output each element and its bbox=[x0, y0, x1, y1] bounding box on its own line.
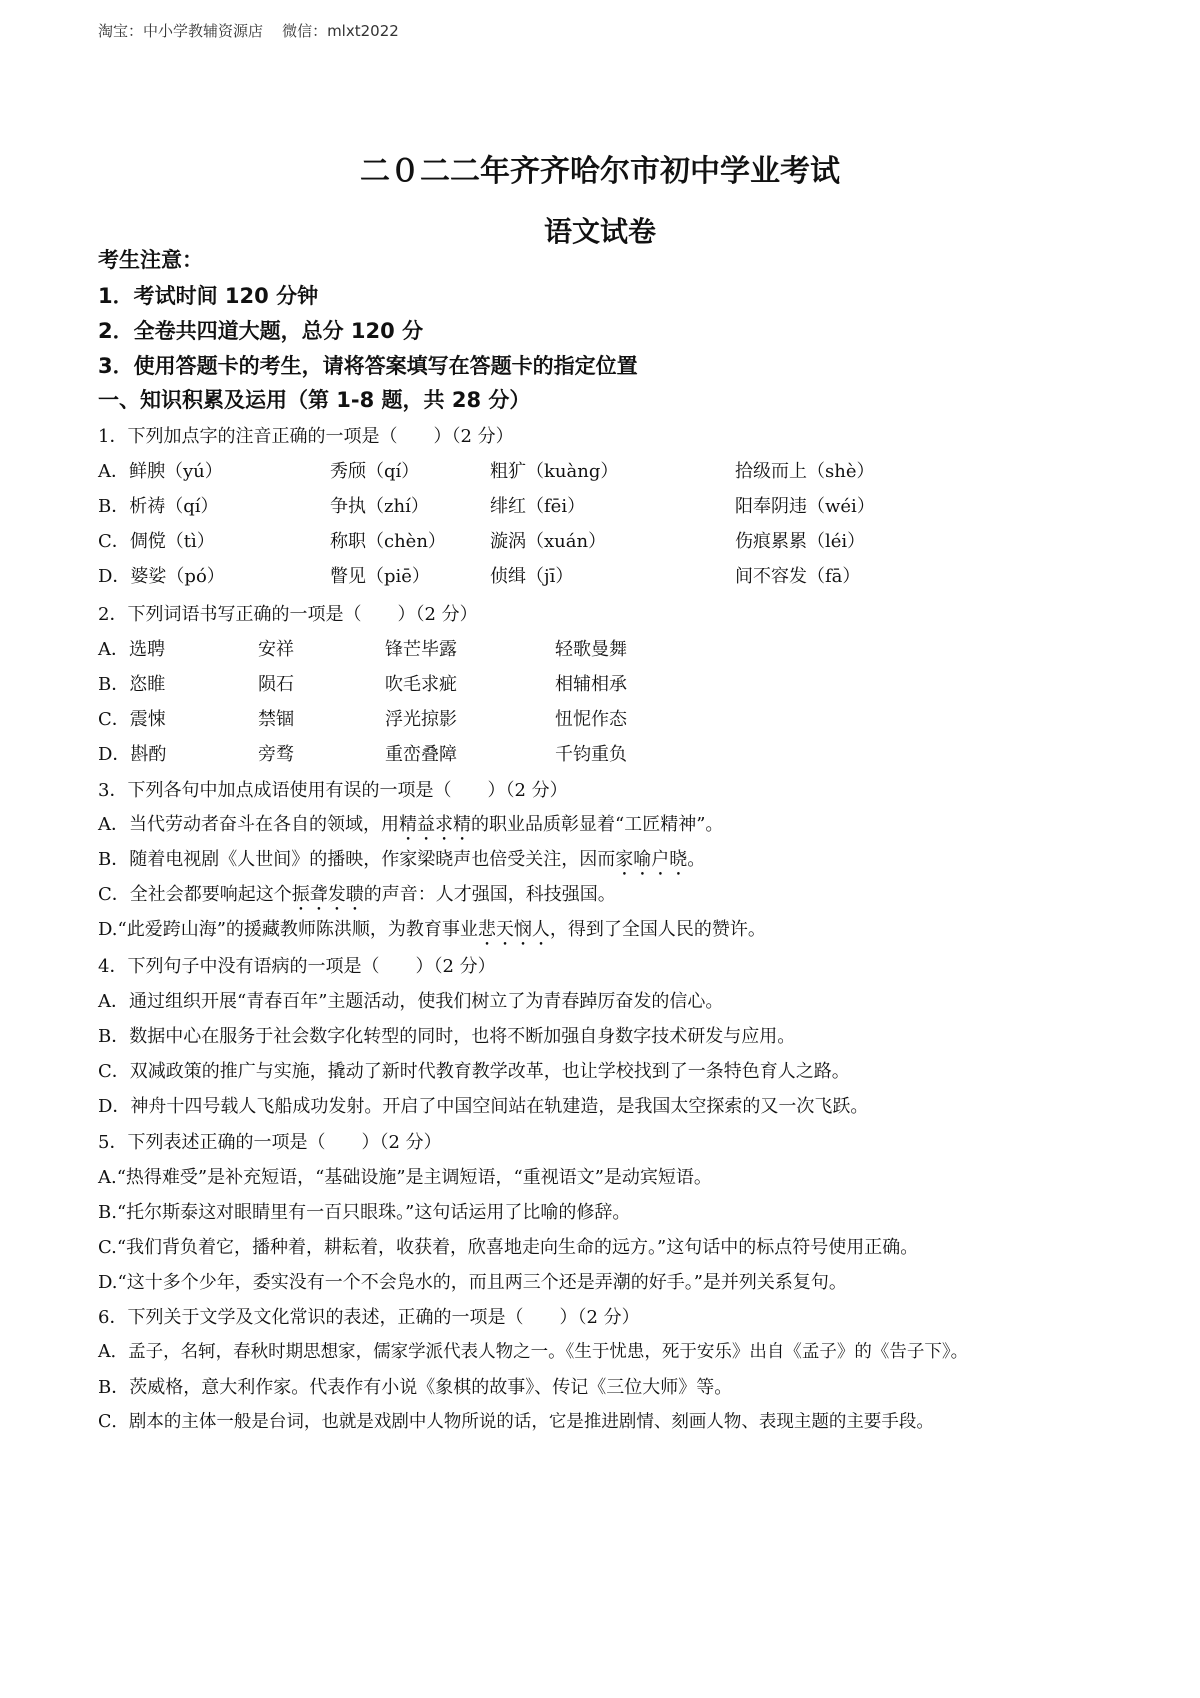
exam-subtitle: 语文试卷 bbox=[543, 215, 656, 248]
notice-heading: 考生注意： bbox=[98, 248, 203, 272]
dotted-idiom: 精益求精 bbox=[399, 814, 471, 835]
option-c: C.“我们背负着它，播种着，耕耘着，收获着，欣喜地走向生命的远方。”这句话中的标点符号使用正确。 bbox=[98, 1237, 919, 1258]
q2-option-cell: 相辅相承 bbox=[555, 674, 627, 695]
option-b: B．茨威格，意大利作家。代表作有小说《象棋的故事》、传记《三位大师》等。 bbox=[98, 1377, 733, 1398]
dotted-idiom: 悲天悯人 bbox=[477, 919, 550, 940]
q2-option-cell: 陨石 bbox=[258, 674, 294, 695]
question-stem: 4．下列句子中没有语病的一项是（ ）（2 分） bbox=[98, 956, 496, 977]
option-a: A.“热得难受”是补充短语，“基础设施”是主调短语，“重视语文”是动宾短语。 bbox=[98, 1167, 712, 1188]
q2-option-cell: 千钧重负 bbox=[555, 744, 627, 765]
page-header: 淘宝：中小学教辅资源店 微信：mlxt2022 bbox=[98, 22, 399, 40]
q1-option-cell: 瞥见（piē） bbox=[330, 566, 430, 587]
q2-option-cell: 吹毛求疵 bbox=[385, 674, 457, 695]
q1-option-cell: 间不容发（fā） bbox=[735, 566, 861, 587]
q1-option-cell: 争执（zhí） bbox=[330, 496, 429, 517]
question-stem: 2．下列词语书写正确的一项是（ ）（2 分） bbox=[98, 604, 478, 625]
q2-option-cell: 轻歌曼舞 bbox=[555, 639, 627, 660]
option-c: C．双减政策的推广与实施，撬动了新时代教育教学改革，也让学校找到了一条特色育人之路。 bbox=[98, 1061, 850, 1082]
q1-option-cell: B．析祷（qí） bbox=[98, 496, 219, 517]
option-b: B．随着电视剧《人世间》的播映，作家梁晓声也倍受关注，因而家喻户晓。 bbox=[98, 849, 706, 870]
q1-option-cell: 粗犷（kuàng） bbox=[490, 461, 619, 482]
q2-option-cell: B．恣睢 bbox=[98, 674, 166, 695]
q2-option-cell: 旁骛 bbox=[258, 744, 294, 765]
dotted-idiom: 振聋发聩 bbox=[291, 884, 364, 905]
q2-option-cell: A．选聘 bbox=[98, 639, 165, 660]
q1-option-cell: 称职（chèn） bbox=[330, 531, 446, 552]
exam-title: 二０二二年齐齐哈尔市初中学业考试 bbox=[360, 154, 840, 189]
option-d: D．神舟十四号载人飞船成功发射。开启了中国空间站在轨建造，是我国太空探索的又一次飞跃。 bbox=[98, 1096, 869, 1117]
option-a: A．孟子，名轲，春秋时期思想家，儒家学派代表人物之一。《生于忧患，死于安乐》出自《孟子》的《告子下》。 bbox=[98, 1342, 969, 1362]
q1-option-cell: 侦缉（jī） bbox=[490, 566, 574, 587]
q1-option-cell: 伤痕累累（léi） bbox=[735, 531, 866, 552]
q2-option-cell: 忸怩作态 bbox=[555, 709, 627, 730]
q1-option-cell: 漩涡（xuán） bbox=[490, 531, 607, 552]
question-stem: 1．下列加点字的注音正确的一项是（ ）（2 分） bbox=[98, 426, 514, 447]
q2-option-cell: 锋芒毕露 bbox=[385, 639, 457, 660]
option-a: A．通过组织开展“青春百年”主题活动，使我们树立了为青春踔厉奋发的信心。 bbox=[98, 991, 724, 1012]
q2-option-cell: 重峦叠障 bbox=[385, 744, 457, 765]
question-stem: 6．下列关于文学及文化常识的表述，正确的一项是（ ）（2 分） bbox=[98, 1307, 640, 1328]
q2-option-cell: D．斟酌 bbox=[98, 744, 167, 765]
q2-option-cell: 安祥 bbox=[258, 639, 294, 660]
q2-option-cell: 禁锢 bbox=[258, 709, 294, 730]
dotted-idiom: 家喻户晓 bbox=[615, 849, 688, 870]
option-d: D.“此爱跨山海”的援藏教师陈洪顺，为教育事业悲天悯人，得到了全国人民的赞许。 bbox=[98, 919, 766, 940]
notice-item: 3．使用答题卡的考生，请将答案填写在答题卡的指定位置 bbox=[98, 354, 638, 378]
q1-option-cell: C．倜傥（tì） bbox=[98, 531, 215, 552]
q2-option-cell: C．震悚 bbox=[98, 709, 166, 730]
option-b: B．数据中心在服务于社会数字化转型的同时，也将不断加强自身数字技术研发与应用。 bbox=[98, 1026, 796, 1047]
option-c: C．剧本的主体一般是台词，也就是戏剧中人物所说的话，它是推进剧情、刻画人物、表现主题的主要手段。 bbox=[98, 1412, 934, 1432]
option-b: B.“托尔斯泰这对眼睛里有一百只眼珠。”这句话运用了比喻的修辞。 bbox=[98, 1202, 631, 1223]
q2-option-cell: 浮光掠影 bbox=[385, 709, 457, 730]
question-stem: 5．下列表述正确的一项是（ ）（2 分） bbox=[98, 1132, 442, 1153]
question-stem: 3．下列各句中加点成语使用有误的一项是（ ）（2 分） bbox=[98, 780, 568, 801]
option-c: C．全社会都要响起这个振聋发聩的声音：人才强国，科技强国。 bbox=[98, 884, 616, 905]
q1-option-cell: A．鲜腴（yú） bbox=[98, 461, 223, 482]
q1-option-cell: 拾级而上（shè） bbox=[735, 461, 875, 482]
notice-item: 1．考试时间 120 分钟 bbox=[98, 284, 319, 308]
option-d: D.“这十多个少年，委实没有一个不会凫水的，而且两三个还是弄潮的好手。”是并列关系复句。 bbox=[98, 1272, 847, 1293]
q1-option-cell: D．婆娑（pó） bbox=[98, 566, 225, 587]
q1-option-cell: 绯红（fēi） bbox=[490, 496, 586, 517]
option-a: A．当代劳动者奋斗在各自的领域，用精益求精的职业品质彰显着“工匠精神”。 bbox=[98, 814, 724, 835]
q1-option-cell: 阳奉阴违（wéi） bbox=[735, 496, 875, 517]
notice-item: 2．全卷共四道大题，总分 120 分 bbox=[98, 319, 424, 343]
section-heading: 一、知识积累及运用（第 1-8 题，共 28 分） bbox=[98, 388, 531, 412]
q1-option-cell: 秀颀（qí） bbox=[330, 461, 420, 482]
